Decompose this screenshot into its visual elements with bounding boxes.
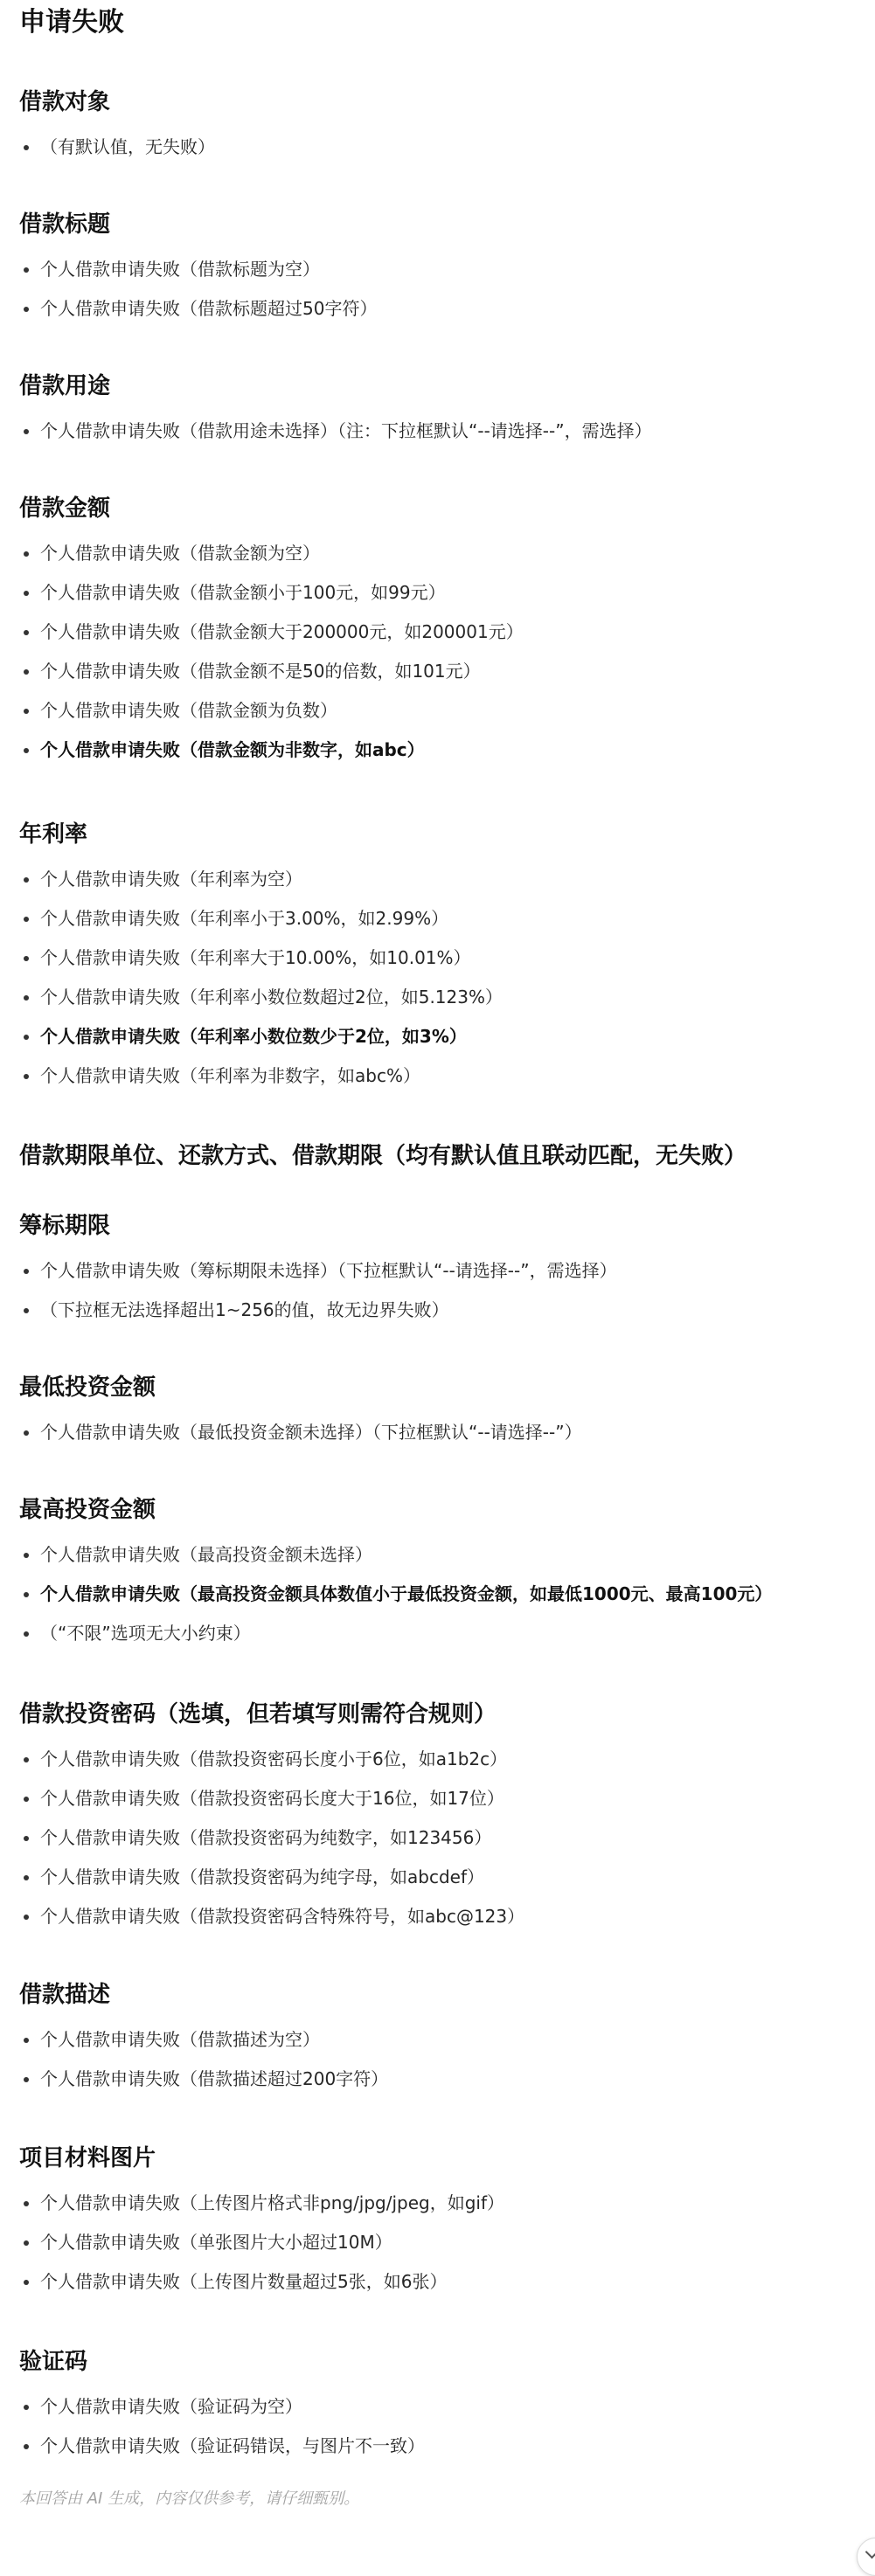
- section-title: 年利率: [19, 821, 88, 848]
- section-title: 借款标题: [19, 211, 111, 238]
- list-item: 个人借款申请失败（借款金额为非数字，如abc）: [19, 731, 524, 770]
- list-item: 个人借款申请失败（借款描述超过200字符）: [19, 2060, 388, 2099]
- section: [19, 494, 524, 770]
- section-title: 借款对象: [19, 89, 111, 115]
- bullet-list: [19, 2184, 504, 2302]
- section-title: 最高投资金额: [19, 1497, 156, 1523]
- list-item: 个人借款申请失败（借款标题为空）: [19, 250, 377, 289]
- section: [19, 1211, 617, 1330]
- list-item: 个人借款申请失败（借款金额为空）: [19, 534, 524, 573]
- bullet-list: [19, 250, 377, 329]
- bullet-list: [19, 1535, 772, 1653]
- list-item: 个人借款申请失败（验证码错误，与图片不一致）: [19, 2427, 425, 2466]
- section: [19, 1495, 772, 1653]
- list-item: 个人借款申请失败（最低投资金额未选择）（下拉框默认“--请选择--”）: [19, 1413, 582, 1452]
- section-title: 项目材料图片: [19, 2145, 156, 2171]
- list-item: （“不限”选项无大小约束）: [19, 1614, 772, 1653]
- ai-disclaimer: 本回答由 AI 生成，内容仅供参考，请仔细甄别。: [19, 2489, 360, 2508]
- bullet-list: [19, 2020, 388, 2099]
- list-item: 个人借款申请失败（借款用途未选择）（注：下拉框默认“--请选择--”，需选择）: [19, 412, 652, 451]
- list-item: 个人借款申请失败（年利率为非数字，如abc%）: [19, 1056, 503, 1096]
- page-title: 申请失败: [19, 7, 124, 38]
- section-title: 借款描述: [19, 1982, 111, 2008]
- section: [19, 1141, 747, 1171]
- list-item: 个人借款申请失败（借款标题超过50字符）: [19, 289, 377, 329]
- section: [19, 87, 215, 167]
- bullet-list: [19, 128, 215, 167]
- list-item: 个人借款申请失败（借款投资密码为纯字母，如abcdef）: [19, 1858, 524, 1897]
- list-item: 个人借款申请失败（年利率小数位数少于2位，如3%）: [19, 1017, 503, 1056]
- list-item: 个人借款申请失败（借款投资密码长度大于16位，如17位）: [19, 1779, 524, 1818]
- list-item: 个人借款申请失败（借款描述为空）: [19, 2020, 388, 2060]
- section: [19, 2347, 425, 2466]
- section-title: 借款期限单位、还款方式、借款期限（均有默认值且联动匹配，无失败）: [19, 1143, 747, 1169]
- bullet-list: [19, 534, 524, 770]
- list-item: 个人借款申请失败（年利率为空）: [19, 860, 503, 899]
- list-item: 个人借款申请失败（上传图片格式非png/jpg/jpeg，如gif）: [19, 2184, 504, 2223]
- section-title: 借款用途: [19, 373, 111, 399]
- bullet-list: [19, 2387, 425, 2466]
- bullet-list: [19, 1413, 582, 1452]
- list-item: 个人借款申请失败（年利率大于10.00%，如10.01%）: [19, 938, 503, 978]
- section-title: 筹标期限: [19, 1213, 111, 1239]
- section: [19, 1373, 582, 1452]
- scroll-down-button[interactable]: [857, 2538, 875, 2576]
- section-title: 借款金额: [19, 495, 111, 522]
- list-item: 个人借款申请失败（借款金额不是50的倍数，如101元）: [19, 652, 524, 691]
- list-item: 个人借款申请失败（借款金额为负数）: [19, 691, 524, 731]
- list-item: 个人借款申请失败（年利率小于3.00%，如2.99%）: [19, 899, 503, 938]
- list-item: 个人借款申请失败（借款金额大于200000元，如200001元）: [19, 613, 524, 652]
- list-item: 个人借款申请失败（验证码为空）: [19, 2387, 425, 2427]
- list-item: 个人借款申请失败（上传图片数量超过5张，如6张）: [19, 2262, 504, 2302]
- bullet-list: [19, 860, 503, 1096]
- list-item: 个人借款申请失败（借款投资密码为纯数字，如123456）: [19, 1818, 524, 1858]
- bullet-list: [19, 412, 652, 451]
- section-title: 验证码: [19, 2349, 88, 2375]
- list-item: 个人借款申请失败（筹标期限未选择）（下拉框默认“--请选择--”，需选择）: [19, 1251, 617, 1291]
- list-item: 个人借款申请失败（借款金额小于100元，如99元）: [19, 573, 524, 613]
- bullet-list: [19, 1251, 617, 1330]
- list-item: 个人借款申请失败（借款投资密码长度小于6位，如a1b2c）: [19, 1740, 524, 1779]
- section: [19, 1700, 524, 1936]
- section-title: 借款投资密码（选填，但若填写则需符合规则）: [19, 1701, 497, 1728]
- section: [19, 210, 377, 329]
- list-item: 个人借款申请失败（单张图片大小超过10M）: [19, 2223, 504, 2262]
- list-item: （下拉框无法选择超出1~256的值，故无边界失败）: [19, 1291, 617, 1330]
- section: [19, 2143, 504, 2302]
- chevron-down-icon: [865, 2545, 875, 2559]
- list-item: 个人借款申请失败（最高投资金额未选择）: [19, 1535, 772, 1575]
- section-title: 最低投资金额: [19, 1375, 156, 1401]
- list-item: 个人借款申请失败（最高投资金额具体数值小于最低投资金额，如最低1000元、最高100元）: [19, 1575, 772, 1614]
- section: [19, 371, 652, 451]
- section: [19, 1980, 388, 2099]
- bullet-list: [19, 1740, 524, 1936]
- list-item: 个人借款申请失败（年利率小数位数超过2位，如5.123%）: [19, 978, 503, 1017]
- list-item: 个人借款申请失败（借款投资密码含特殊符号，如abc@123）: [19, 1897, 524, 1936]
- list-item: （有默认值，无失败）: [19, 128, 215, 167]
- section: [19, 820, 503, 1096]
